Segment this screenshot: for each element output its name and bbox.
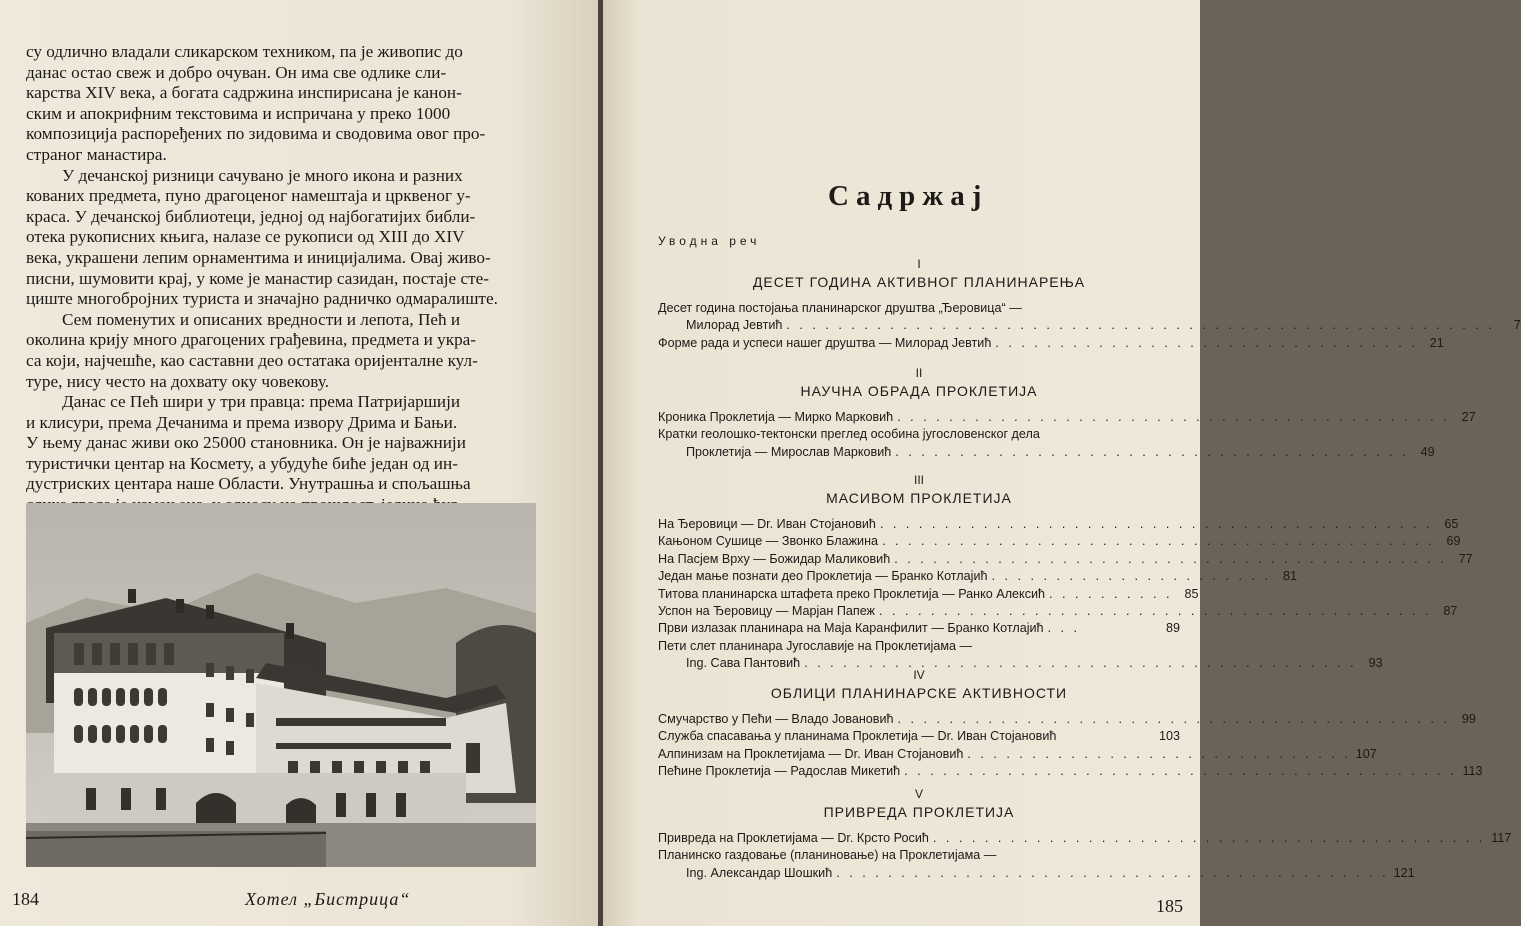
page-number-left: 184 — [12, 889, 39, 909]
toc-entry[interactable]: На Пасјем Врху — Божидар Маликовић . . . . . . . . . . . . . . . . . . . . . . . . . . . . . . . . . . . . . . . . . . . 77 — [658, 551, 1180, 568]
section-title: ДЕСЕТ ГОДИНА АКТИВНОГ ПЛАНИНАРЕЊА — [752, 274, 1086, 290]
section-title: МАСИВОМ ПРОКЛЕТИЈА — [826, 490, 1012, 506]
toc-entry[interactable]: Служба спасавања у планинама Проклетија — Dr. Иван Стојановић 103 — [658, 728, 1180, 745]
toc-intro: Уводна реч — [658, 234, 761, 248]
section-title: ПРИВРЕДА ПРОКЛЕТИЈА — [823, 804, 1015, 820]
page-ref: 27 — [1461, 410, 1476, 424]
paragraph-4: Данас се Пећ шири у три правца: према Патријаршији и клисури, према Дечанима и према извору Дрима и Бањи. У њему данас живи око 25000 становника. Он је најважнији туристички центар на Космету, а убудуће биће један од ин- дустриских центара наше Области. Унутрашња и спољашња — [26, 392, 471, 494]
toc-entry[interactable]: Форме рада и успеси нашег друштва — Милорад Јевтић . . . . . . . . . . . . . . . . . . . . . . . . . . . . . . . . . 21 — [658, 335, 1180, 352]
paragraph-2: У дечанској ризници сачувано је много икона и разних кованих предмета, пуно драгоценог намештаја и црквеног у- краса. У дечанској библиотеци, једној од најбогатијих библи- отека рукописних књига, налазе се рукописи од XIII до XIV века, украшени лепим орнаментима и иницијалима. Овај живо- писни, шумовити крај, у коме је манастир сазидан, постаје сте- циште многобројних туриста и значајно радничко одмаралиште. — [26, 165, 498, 309]
leader-dots: . . . . . . . . . . . . . . . . . . . . . . . . . . . . . . . . . . . . . . . . . . . — [894, 551, 1447, 566]
page-ref: 93 — [1368, 656, 1383, 671]
left-page — [0, 0, 600, 926]
leader-dots: . . . . . . . . . . . . . . . . . . . . . . . . . . . . . . . . . — [995, 335, 1418, 350]
page-ref: 65 — [1444, 517, 1459, 531]
section-number: V — [914, 787, 923, 801]
page-ref: 69 — [1446, 534, 1461, 549]
leader-dots: . . . . . . . . . . . . . . . . . . . . . . . . . . . . . . . . . . . . . . . . . . . — [879, 517, 1433, 531]
section-number: III — [913, 473, 924, 487]
section-title: ОБЛИЦИ ПЛАНИНАРСКЕ АКТИВНОСТИ — [770, 685, 1068, 701]
leader-dots: . . . . . . . . . . . . . . . . . . . . . . . . . . . . . . . . . . . . . . . . . . . — [836, 865, 1389, 880]
toc-entry[interactable]: Кратки геолошко-тектонски преглед особина југословенског дела Проклетија — Мирослав Марковић . . . . . . . . . . . . . . . . . . . . . . . . . . . . . . . . . . . . . . . . 49 — [658, 426, 1180, 461]
page-ref: 113 — [1462, 764, 1483, 779]
page-ref: 107 — [1355, 746, 1377, 761]
leader-dots: . . . . . . . . . . . . . . . . . . . . . . . . . . . . . . . . . . . . . . . . . . . — [804, 656, 1357, 671]
toc-entry[interactable]: Алпинизам на Проклетијама — Dr. Иван Стојановић . . . . . . . . . . . . . . . . . . . . . . . . . . . . . . 107 — [658, 746, 1180, 763]
toc-entry[interactable]: Успон на Ђеровицу — Марјан Папеж . . . . . . . . . . . . . . . . . . . . . . . . . . . . . . . . . . . . . . . . . . . 87 — [658, 603, 1180, 620]
body-text — [26, 42, 540, 536]
page-ref: 49 — [1420, 444, 1435, 459]
section-number: II — [915, 366, 923, 380]
toc-section-5 — [658, 786, 1512, 882]
paragraph-3: Сем поменутих и описаних вредности и лепота, Пећ и околина крију много драгоцених грађевина, предмета и укра- са који, најчешће, као саставни део остатака оријенталне кул- туре, нису често на дохвату оку човекову. — [26, 309, 478, 391]
toc-section-4 — [658, 667, 1483, 781]
page-ref: 81 — [1282, 569, 1297, 584]
page-ref: 121 — [1393, 865, 1415, 880]
leader-dots: . . . . . . . . . . . . . . . . . . . . . . . . . . . . . . . . . . . . . . . . . . . — [932, 831, 1486, 845]
leader-dots: . . . . . . . . . . . . . . . . . . . . . . . . . . . . . . — [967, 746, 1351, 761]
toc-entry[interactable]: Један мање познати део Проклетија — Бранко Котлајић . . . . . . . . . . . . . . . . . . . . . . 81 — [658, 568, 1180, 585]
hotel-photo — [26, 503, 536, 867]
section-title: НАУЧНА ОБРАДА ПРОКЛЕТИЈА — [800, 383, 1038, 399]
toc-entry[interactable]: Кањоном Сушице — Звонко Блажина . . . . . . . . . . . . . . . . . . . . . . . . . . . . . . . . . . . . . . . . . . . 69 — [658, 533, 1180, 550]
leader-dots: . . . . . . . . . . . . . . . . . . . . . . . . . . . . . . . . . . . . . . . . . . . . . . . . . . . . . . . — [786, 318, 1495, 333]
leader-dots: . . . . . . . . . . . . . . . . . . . . . . . . . . . . . . . . . . . . . . . . . . . — [878, 604, 1432, 619]
leader-dots: . . . . . . . . . . . . . . . . . . . . . . . . . . . . . . . . . . . . . . . . . . . — [904, 764, 1457, 779]
leader-dots: . . . — [1047, 621, 1081, 636]
toc-section-2 — [658, 365, 1476, 461]
page-ref: 87 — [1443, 604, 1458, 619]
toc-entry[interactable]: Смучарство у Пећи — Владо Јовановић . . . . . . . . . . . . . . . . . . . . . . . . . . . . . . . . . . . . . . . . . . . 99 — [658, 711, 1180, 728]
toc-entry[interactable]: Планинско газдовање (планиновање) на Проклетијама — Ing. Александар Шошкић . . . . . . . . . . . . . . . . . . . . . . . . . . . . . . . . . . . . . . . . . . . 121 — [658, 847, 1180, 882]
toc-entry[interactable]: Пети слет планинара Југославије на Проклетијама — Ing. Сава Пантовић . . . . . . . . . . . . . . . . . . . . . . . . . . . . . . . . . . . . . . . . . . . 93 — [658, 638, 1180, 673]
toc-entry[interactable]: Титова планинарска штафета преко Проклетија — Ранко Алексић . . . . . . . . . . 85 — [658, 586, 1180, 603]
toc-entry[interactable]: Пећине Проклетија — Радослав Микетић . . . . . . . . . . . . . . . . . . . . . . . . . . . . . . . . . . . . . . . . . . . 113 — [658, 763, 1180, 780]
page-ref: 21 — [1429, 335, 1444, 350]
page-number-right: 185 — [1156, 896, 1183, 916]
toc-entry[interactable]: Кроника Проклетија — Мирко Марковић . . . . . . . . . . . . . . . . . . . . . . . . . . . . . . . . . . . . . . . . . . . 27 — [658, 409, 1180, 426]
toc-entry[interactable]: Привреда на Проклетијама — Dr. Крсто Росић . . . . . . . . . . . . . . . . . . . . . . . . . . . . . . . . . . . . . . . . . . . 117 — [658, 830, 1180, 847]
page-ref: 99 — [1461, 712, 1476, 726]
photo-caption: Хотел „Бистрица“ — [245, 889, 411, 909]
toc-section-1 — [658, 256, 1521, 352]
page-ref: 117 — [1491, 831, 1512, 845]
page-ref: 7 — [1513, 318, 1521, 333]
page-ref: 89 — [1165, 621, 1180, 636]
page-ref: 103 — [1158, 729, 1180, 744]
toc-section-3 — [658, 472, 1473, 673]
toc-title: Садржај — [828, 180, 989, 212]
leader-dots: . . . . . . . . . . . . . . . . . . . . . . . . . . . . . . . . . . . . . . . . . . . — [897, 712, 1450, 726]
leader-dots: . . . . . . . . . . . . . . . . . . . . . . . . . . . . . . . . . . . . . . . . . . . — [882, 534, 1435, 549]
hotel-building-illustration — [26, 503, 536, 867]
section-number: IV — [913, 668, 925, 682]
page-ref: 85 — [1184, 586, 1199, 601]
toc-entry[interactable]: Први излазак планинара на Маја Каранфилит — Бранко Котлајић . . . 89 — [658, 620, 1180, 637]
section-number: I — [917, 257, 921, 271]
leader-dots: . . . . . . . . . . . . . . . . . . . . . . — [991, 569, 1271, 584]
leader-dots: . . . . . . . . . . . . . . . . . . . . . . . . . . . . . . . . . . . . . . . . — [895, 444, 1409, 459]
toc-entry[interactable]: На Ђеровици — Dr. Иван Стојановић . . . . . . . . . . . . . . . . . . . . . . . . . . . . . . . . . . . . . . . . . . . 65 — [658, 516, 1180, 533]
leader-dots: . . . . . . . . . . . . . . . . . . . . . . . . . . . . . . . . . . . . . . . . . . . — [897, 410, 1450, 424]
leader-dots: . . . . . . . . . . — [1049, 586, 1173, 601]
toc-entry[interactable]: Десет година постојања планинарског друштва „Ђеровица“ — Милорад Јевтић . . . . . . . . . . . . . . . . . . . . . . . . . . . . . . . . . . . . . . . . . . . . . . . . . . . . . . . 7 — [658, 300, 1180, 335]
page-ref: 77 — [1458, 551, 1473, 566]
paragraph-1: су одлично владали сликарском техником, па је живопис до данас остао свеж и добро очуван. Он има све одлике сли- карства XIV века, а богата садржина инспирисана је канон- ским и апокрифним текстовима и испричана у преко 1000 композиција распоређених по зидовима и сводовима овог про- страног манастира. — [26, 42, 486, 164]
